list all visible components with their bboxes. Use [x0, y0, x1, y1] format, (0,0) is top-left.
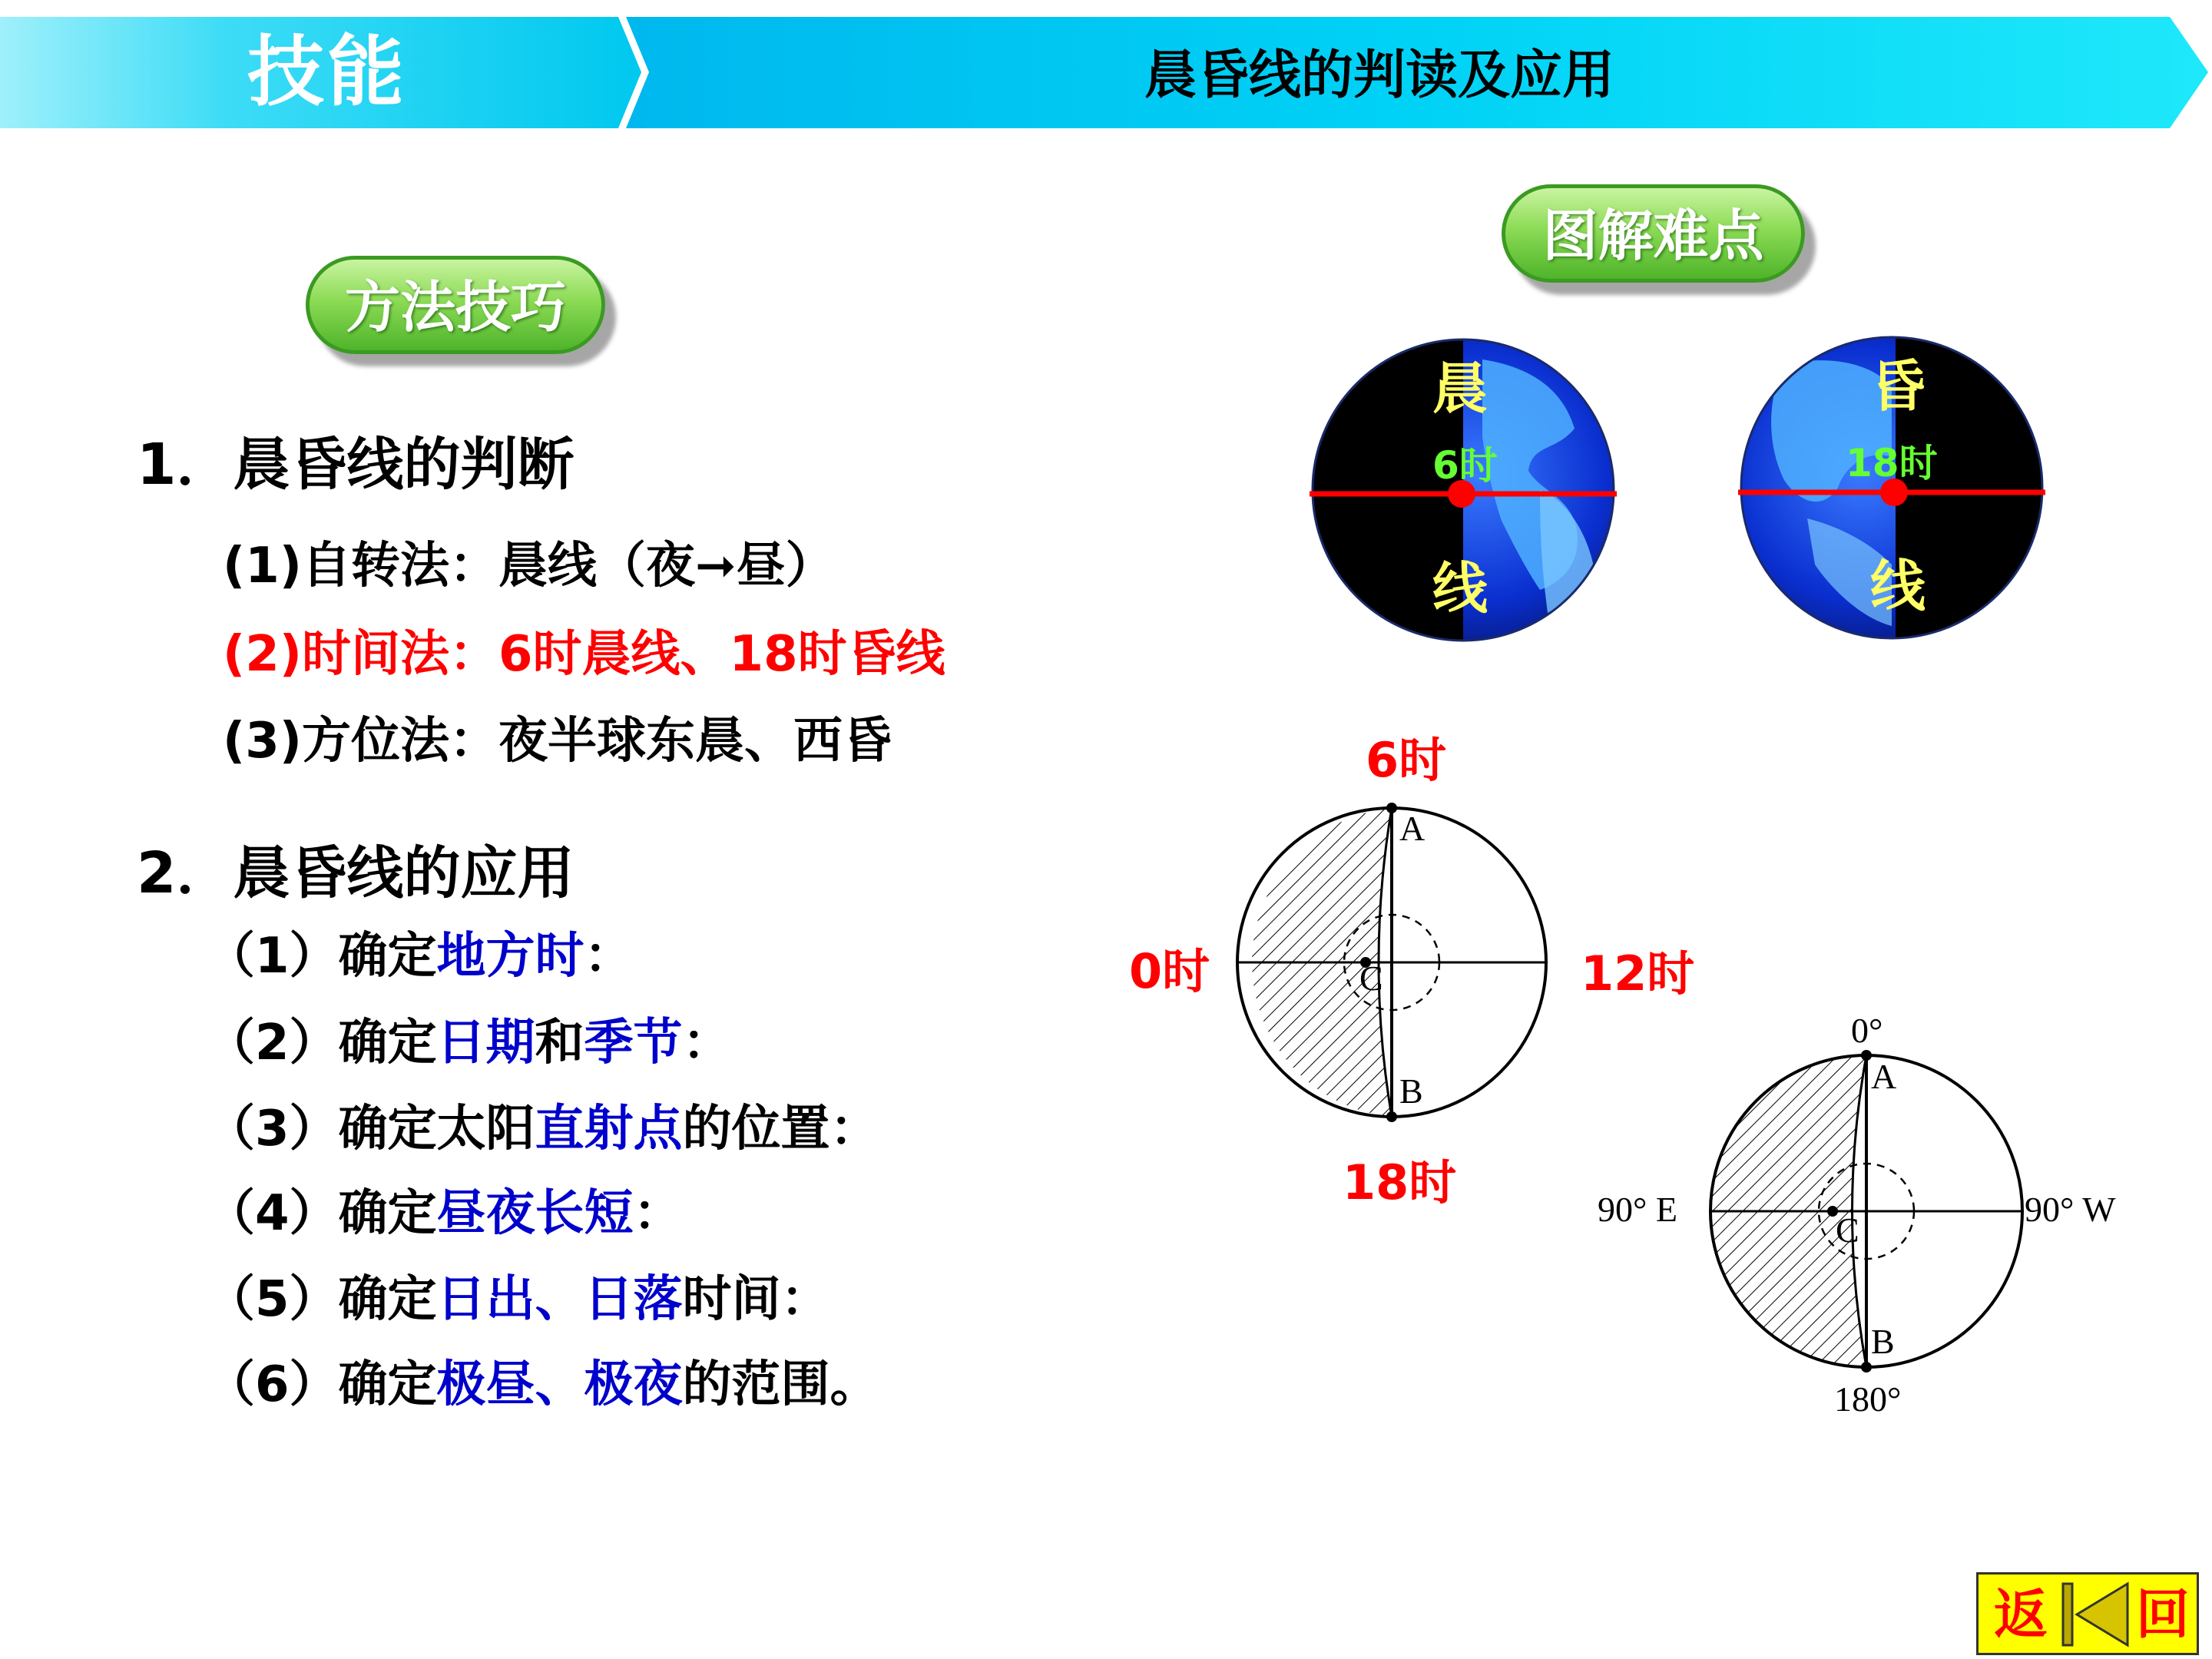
- slide-title: 晨昏线的判读及应用: [1144, 45, 1615, 106]
- point-a-label: A: [1399, 809, 1426, 848]
- apply-item-prefix: （3）确定太阳: [206, 1101, 535, 1157]
- apply-item-prefix: （1）确定: [206, 928, 437, 985]
- time-diagram: [1121, 722, 1695, 1229]
- apply-item-highlight: 直射点: [535, 1101, 683, 1157]
- apply-item-suffix: ：: [682, 1015, 732, 1071]
- point-c-label: C: [1359, 959, 1383, 998]
- globe-char-bottom: 线: [1870, 554, 1926, 618]
- globe-char-top: 晨: [1432, 356, 1488, 421]
- apply-item-polar-day-night: [206, 1354, 879, 1416]
- header-bar: [0, 17, 2212, 128]
- apply-item-highlight-2: 季节: [584, 1015, 683, 1071]
- label-top-time: 6时: [1366, 732, 1447, 788]
- apply-item-highlight: 日期: [436, 1015, 535, 1071]
- apply-item-prefix: （4）确定: [206, 1185, 437, 1242]
- point-b-label: B: [1399, 1071, 1423, 1111]
- apply-item-sunrise-sunset: [206, 1269, 830, 1330]
- apply-item-subsolar: [206, 1098, 879, 1160]
- judge-item-time: (2)时间法：6时晨线、18时昏线: [223, 626, 945, 683]
- apply-item-suffix: 时间：: [682, 1271, 830, 1328]
- return-button-char-left: 返: [1994, 1583, 2048, 1646]
- apply-item-suffix: 的位置：: [682, 1101, 879, 1157]
- apply-item-highlight: 极昼、极夜: [436, 1356, 683, 1413]
- label-right-time: 12时: [1581, 945, 1695, 1002]
- label-top-longitude: 0°: [1851, 1011, 1883, 1050]
- label-bottom-time: 18时: [1343, 1154, 1457, 1210]
- dawn-line-globe: [1310, 336, 1617, 644]
- globe-char-bottom: 线: [1432, 556, 1488, 621]
- method-pill-button[interactable]: 方法技巧: [306, 256, 605, 354]
- apply-heading: 2．晨昏线的应用: [137, 840, 575, 906]
- apply-item-suffix: ：: [584, 928, 634, 985]
- dusk-line-globe: [1738, 334, 2045, 641]
- apply-item-suffix: ：: [633, 1185, 683, 1242]
- point-b-label: B: [1871, 1322, 1895, 1361]
- globe-time-label: 6时: [1432, 443, 1498, 488]
- return-button-char-right: 回: [2136, 1583, 2190, 1646]
- apply-item-local-time: [206, 926, 634, 987]
- point-c-label: C: [1836, 1210, 1859, 1250]
- apply-item-day-length: [206, 1183, 683, 1244]
- judge-item-rotation: (1)自转法：晨线（夜➞昼）: [223, 538, 835, 594]
- label-left-longitude: 90° E: [1598, 1190, 1677, 1229]
- apply-item-prefix: （6）确定: [206, 1356, 437, 1413]
- apply-item-prefix: （2）确定: [206, 1015, 437, 1071]
- globe-time-label: 18时: [1846, 441, 1938, 485]
- return-button[interactable]: [1976, 1572, 2199, 1655]
- apply-item-suffix: 的范围。: [682, 1356, 879, 1413]
- apply-item-mid: 和: [535, 1015, 584, 1071]
- apply-item-highlight: 日出、日落: [436, 1271, 683, 1328]
- label-bottom-longitude: 180°: [1834, 1379, 1902, 1419]
- section-label: 技能: [247, 27, 407, 117]
- label-left-time: 0时: [1129, 943, 1210, 999]
- judge-heading: 1．晨昏线的判断: [137, 432, 575, 498]
- apply-item-date-season: [206, 1012, 732, 1074]
- globe-char-top: 昏: [1870, 354, 1926, 419]
- label-right-longitude: 90° W: [2025, 1190, 2116, 1229]
- diagram-pill-button[interactable]: 图解难点: [1502, 184, 1805, 283]
- apply-item-prefix: （5）确定: [206, 1271, 437, 1328]
- point-a-label: A: [1871, 1057, 1897, 1096]
- apply-item-highlight: 地方时: [436, 928, 584, 985]
- judge-item-direction: (3)方位法：夜半球东晨、西昏: [223, 713, 892, 770]
- back-arrow-icon: [2061, 1581, 2131, 1648]
- apply-item-highlight: 昼夜长短: [436, 1185, 634, 1242]
- longitude-diagram: [1598, 1006, 2151, 1436]
